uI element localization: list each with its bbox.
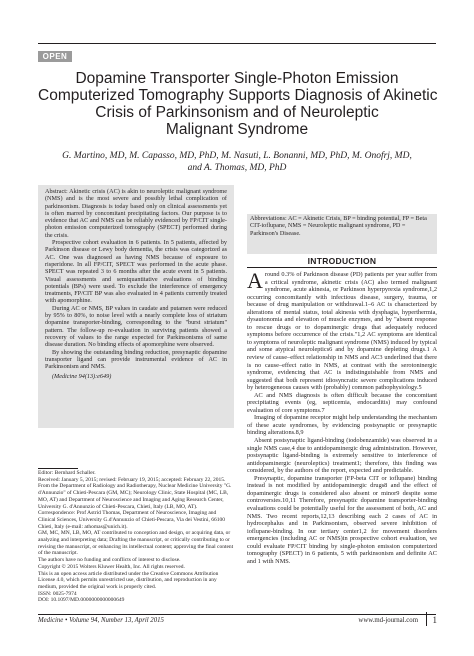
page-number: 1 bbox=[432, 615, 437, 625]
footer-rule bbox=[38, 614, 436, 615]
intro-paragraph: Imaging of dopamine receptor might help understanding the mechanism of these acute syndromes, by evidencing postsynaptic or presynaptic binding alterations.8,9 bbox=[247, 414, 437, 437]
section-heading-introduction: INTRODUCTION bbox=[307, 256, 377, 266]
abbreviations-text: Abbreviations: AC = Akinetic Crisis, BP = binding potential, FP = Beta CIT-ioflupane, NMS = Neuroleptic malignant syndrome, PD = Parkinson's Disease. bbox=[250, 215, 427, 237]
footnotes bbox=[38, 470, 234, 604]
intro-paragraph: AC and NMS diagnosis is often difficult because the concomitant precipitating events (eg, septicemia, endocarditis) may confound evaluation of core symptoms.7 bbox=[247, 391, 437, 414]
introduction-text bbox=[247, 268, 437, 565]
author-line: and A. Thomas, MD, PhD bbox=[187, 163, 287, 173]
title-line: Crisis of Parkinsonism and of Neuroleptic bbox=[95, 104, 379, 121]
footnote: Received: January 5, 2015; revised: February 19, 2015; accepted: February 22, 2015. bbox=[38, 476, 226, 483]
footnote: DOI: 10.1097/MD.0000000000000649 bbox=[38, 597, 125, 604]
abstract-paragraph: Prospective cohort evaluation in 6 patients. In 5 patients, affected by Parkinson disease or Lewy body dementia, the crisis was categorized as AC. One was diagnosed as having NMS because of exposure to risperidone. In all FP/CIT, SPECT was performed in the acute phase. SPECT was repeated 3 to 6 months after the acute event in 5 patients. Visual assessments and semiquantitative evaluations of binding potentials (BPs) were used. To exclude the interference of emergency treatments, FP/CIT BP was also evaluated in 4 patients currently treated with apomorphine. bbox=[45, 239, 227, 305]
author-list bbox=[38, 150, 436, 174]
intro-paragraph-text: round 0.3% of Parkinson disease (PD) patients per year suffer from a critical syndrome, akinetic crisis (AC) also termed malignant syndrome, acute akinesia, or Parkinson hyperpyrexia syndrome,1,2 occurring concomitantly with infectious disease, surgery, trauma, or because of drug manipulation or withdrawal.1–6 AC is characterized by alterations of mental status, total akinesia with dysphagia, hyperthermia, dysautonomia and elevation of muscle enzymes, and by "absent response to rescue drugs or to dopaminergic drugs that adequately reduced symptoms before occurrence of the crisis."1,2 AC symptoms are identical to symptoms of neuroleptic malignant syndrome (NMS) induced by typical and some atypical neuroleptics6 and by dopamine depleting drugs.1 A review of cause–effect relationship in NMS and AC3 underlined that there is no cause–effect ratio in NMS, at contrast with the serotoninergic syndrome, evidencing that AC is indistinguishable from NMS and suggested that both represent idiosyncratic severe complications induced by heterogeneous causes with (probably) common pathophysiology.5 bbox=[247, 271, 437, 392]
article-title bbox=[38, 70, 436, 138]
header-rule bbox=[38, 43, 436, 44]
footnote: The authors have no funding and conflicts of interest to disclose. bbox=[38, 557, 181, 564]
footer-separator bbox=[426, 612, 427, 626]
intro-paragraph: Absent postsynaptic ligand-binding (iodobenzamide) was observed in a single NMS case,4 due to antidopaminergic drug administration. However, postsynaptic ligand-binding is extremely sensitive to interference of antidopaminergic (neuroleptics) treatment1; therefore, this finding was considered, by the authors of the report, expected and predictable. bbox=[247, 437, 437, 475]
journal-url[interactable]: www.md-journal.com bbox=[358, 617, 418, 624]
journal-citation: Medicine • Volume 94, Number 13, April 2015 bbox=[38, 617, 164, 624]
abstract-text bbox=[45, 188, 227, 381]
footnote: Correspondence: Prof Astrid Thomas, Department of Neuroscience, Imaging and Clinical Sciences, University G.d'Annunzio of Chieti-Pescara, Via dei Vestini, 66100 Chieti, Italy (e-mail: athomas@unich.it). bbox=[38, 510, 225, 530]
abstract-paragraph: Abstract: Akinetic crisis (AC) is akin to neuroleptic malignant syndrome (NMS) and is the most severe and possibly lethal complication of parkinsonism. Diagnosis is today based only on clinical assessments yet is often marred by concomitant precipitating factors. Our purpose is to evidence that AC and NMS can be reliably evidenced by FP/CIT single-photon emission computerized tomography (SPECT) performed during the crisis. bbox=[45, 188, 227, 239]
footnote-rule bbox=[38, 468, 78, 469]
footnote: Copyright © 2015 Wolters Kluwer Health, Inc. All rights reserved. bbox=[38, 563, 185, 570]
intro-paragraph bbox=[247, 268, 437, 392]
title-line: Malignant Syndrome bbox=[165, 121, 309, 138]
open-access-badge: OPEN bbox=[38, 51, 72, 62]
footnote: Editor: Bernhard Schaller. bbox=[38, 470, 96, 476]
footnote: This is an open access article distributed under the Creative Commons Attribution License 4.0, which permits unrestricted use, distribution, and reproduction in any medium, provided the original work is properly cited. bbox=[38, 570, 219, 590]
drop-cap: A bbox=[247, 268, 263, 293]
title-line: Dopamine Transporter Single-Photon Emission bbox=[75, 70, 399, 87]
abstract-paragraph: During AC or NMS, BP values in caudate and putamen were reduced by 95% to 80%, to noise level with a nearly complete loss of striatum dopamine transporter-binding, corresponding to the "burst striatum" pattern. The follow-up re-evaluation in surviving patients showed a recovery of values to the range expected for Parkinsonisms of same disease duration. No binding effects of apomorphine were observed. bbox=[45, 304, 227, 349]
author-line: G. Martino, MD, M. Capasso, MD, PhD, M. Nasuti, L. Bonanni, MD, PhD, M. Onofrj, MD, bbox=[62, 151, 412, 161]
footnote: GM, MC, MN, LB, MO, AT contributed to conception and design, or acquiring data, or analyzing and interpreting data; Drafting the manuscript, or critically contributing to or revising the manuscript, or enhancing its intellectual content; approving the final content of the manuscript. bbox=[38, 530, 234, 557]
abstract-paragraph: By showing the outstanding binding reduction, presynaptic dopamine transporter ligand can provide instrumental evidence of AC in Parkinsonism and NMS. bbox=[45, 348, 227, 371]
footnote: ISSN: 0025-7974 bbox=[38, 590, 77, 597]
footnote: From the Department of Radiology and Radiotherapy, Nuclear Medicine University "G. d'Annunzio" of Chieti-Pescara (GM, MC); Neurology Clinic, State Hospital (MC, LB, MO, AT) and Department of Neuroscience and Imaging and Aging Research Center, University G. d'Annunzio of Chieti-Pescara, Chieti, Italy (LB, MO, AT). bbox=[38, 483, 232, 510]
intro-paragraph: Presynaptic, dopamine transporter (FP-beta CIT or ioflupane) binding instead is not modified by antidopaminergic drugs8 and the effect of dopaminergic drugs is considered also absent or minor9 despite some controversies.10,11 Therefore, presynaptic dopamine transporter-binding evaluations could be potentially useful for the assessment of both, AC and NMS. Two recent reports,12,13 describing each 2 cases of AC in hydrocephalus and in Parkinsonism, observed severe inhibition of ioflupane-binding. In our tertiary center1,2 for movement disorders emergencies (including AC or NMS)in prospective cohort evaluation, we could evaluate FP/CIT binding by single-photon emission computerized tomography (SPECT) in 6 patients, 5 with parkinsonism and definite AC and 1 with NMS. bbox=[247, 474, 437, 565]
abstract-citation: (Medicine 94(13):e649) bbox=[52, 373, 112, 381]
section-rule bbox=[247, 267, 437, 268]
title-line: Computerized Tomography Supports Diagnosis of Akinetic bbox=[38, 87, 438, 104]
